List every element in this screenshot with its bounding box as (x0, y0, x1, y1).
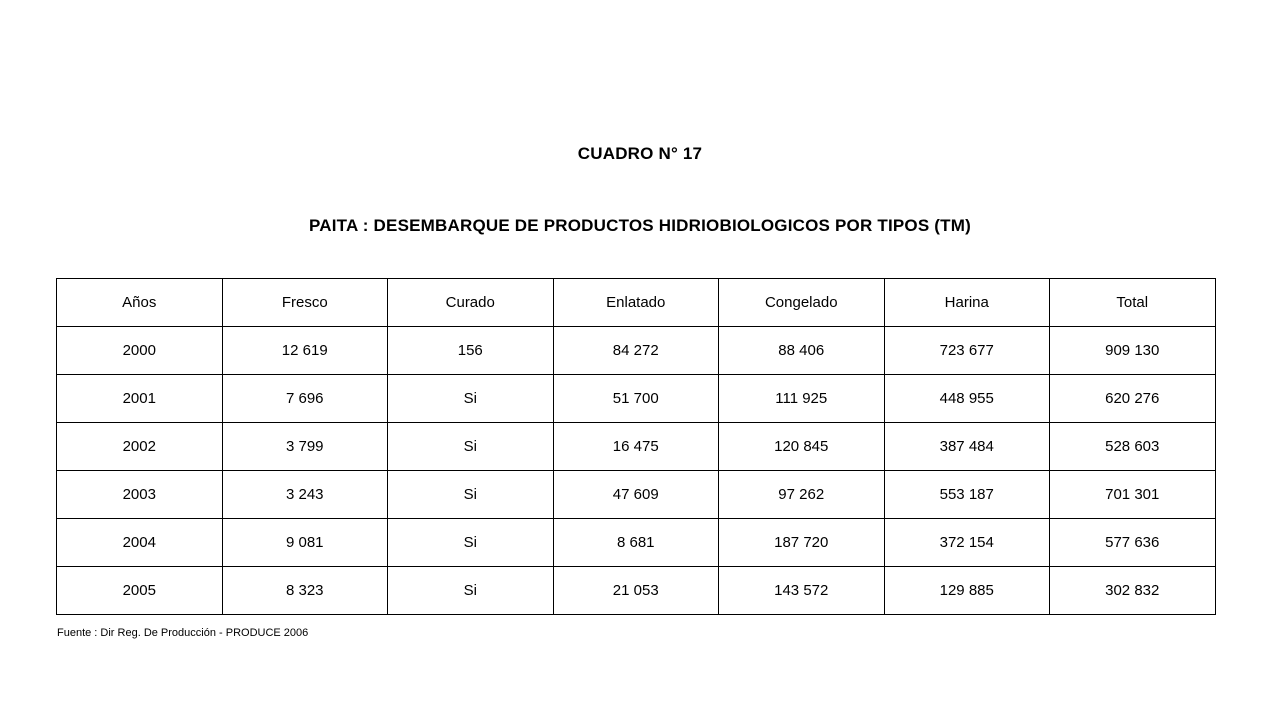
cell-total: 701 301 (1050, 471, 1216, 519)
source-note: Fuente : Dir Reg. De Producción - PRODUCE 2006 (57, 627, 309, 639)
cell-harina: 723 677 (884, 327, 1050, 375)
header-row (57, 279, 1216, 327)
cell-fresco: 12 619 (222, 327, 388, 375)
cell-year: 2002 (57, 423, 223, 471)
cell-year: 2003 (57, 471, 223, 519)
cell-fresco: 8 323 (222, 567, 388, 615)
cell-curado: Si (388, 519, 554, 567)
cell-fresco: 3 243 (222, 471, 388, 519)
cell-curado: 156 (388, 327, 554, 375)
cell-total: 577 636 (1050, 519, 1216, 567)
header-cell-total: Total (1050, 279, 1216, 327)
table-row (57, 375, 1216, 423)
table-number-heading: CUADRO N° 17 (577, 144, 703, 163)
cell-congelado: 143 572 (719, 567, 885, 615)
cell-curado: Si (388, 375, 554, 423)
cell-congelado: 187 720 (719, 519, 885, 567)
cell-year: 2004 (57, 519, 223, 567)
cell-total: 909 130 (1050, 327, 1216, 375)
cell-curado: Si (388, 567, 554, 615)
table-row (57, 423, 1216, 471)
cell-harina: 372 154 (884, 519, 1050, 567)
table-header (57, 279, 1216, 327)
landings-table (56, 278, 1216, 615)
cell-harina: 553 187 (884, 471, 1050, 519)
cell-total: 528 603 (1050, 423, 1216, 471)
cell-year: 2005 (57, 567, 223, 615)
cell-fresco: 3 799 (222, 423, 388, 471)
table-row (57, 519, 1216, 567)
cell-congelado: 88 406 (719, 327, 885, 375)
header-cell-harina: Harina (884, 279, 1050, 327)
cell-fresco: 7 696 (222, 375, 388, 423)
cell-enlatado: 47 609 (553, 471, 719, 519)
cell-curado: Si (388, 423, 554, 471)
header-cell-fresco: Fresco (222, 279, 388, 327)
cell-enlatado: 84 272 (553, 327, 719, 375)
header-cell-congelado: Congelado (719, 279, 885, 327)
header-cell-enlatado: Enlatado (553, 279, 719, 327)
header-cell-anos: Años (57, 279, 223, 327)
cell-year: 2000 (57, 327, 223, 375)
table-body (57, 327, 1216, 615)
cell-harina: 129 885 (884, 567, 1050, 615)
cell-congelado: 120 845 (719, 423, 885, 471)
cell-harina: 387 484 (884, 423, 1050, 471)
cell-fresco: 9 081 (222, 519, 388, 567)
cell-total: 620 276 (1050, 375, 1216, 423)
cell-congelado: 97 262 (719, 471, 885, 519)
cell-congelado: 111 925 (719, 375, 885, 423)
cell-harina: 448 955 (884, 375, 1050, 423)
table-row (57, 471, 1216, 519)
table-title: PAITA : DESEMBARQUE DE PRODUCTOS HIDRIOBIOLOGICOS POR TIPOS (TM) (309, 216, 971, 235)
cell-enlatado: 16 475 (553, 423, 719, 471)
header-cell-curado: Curado (388, 279, 554, 327)
cell-year: 2001 (57, 375, 223, 423)
table-row (57, 327, 1216, 375)
cell-enlatado: 8 681 (553, 519, 719, 567)
cell-total: 302 832 (1050, 567, 1216, 615)
cell-curado: Si (388, 471, 554, 519)
cell-enlatado: 21 053 (553, 567, 719, 615)
table-row (57, 567, 1216, 615)
cell-enlatado: 51 700 (553, 375, 719, 423)
